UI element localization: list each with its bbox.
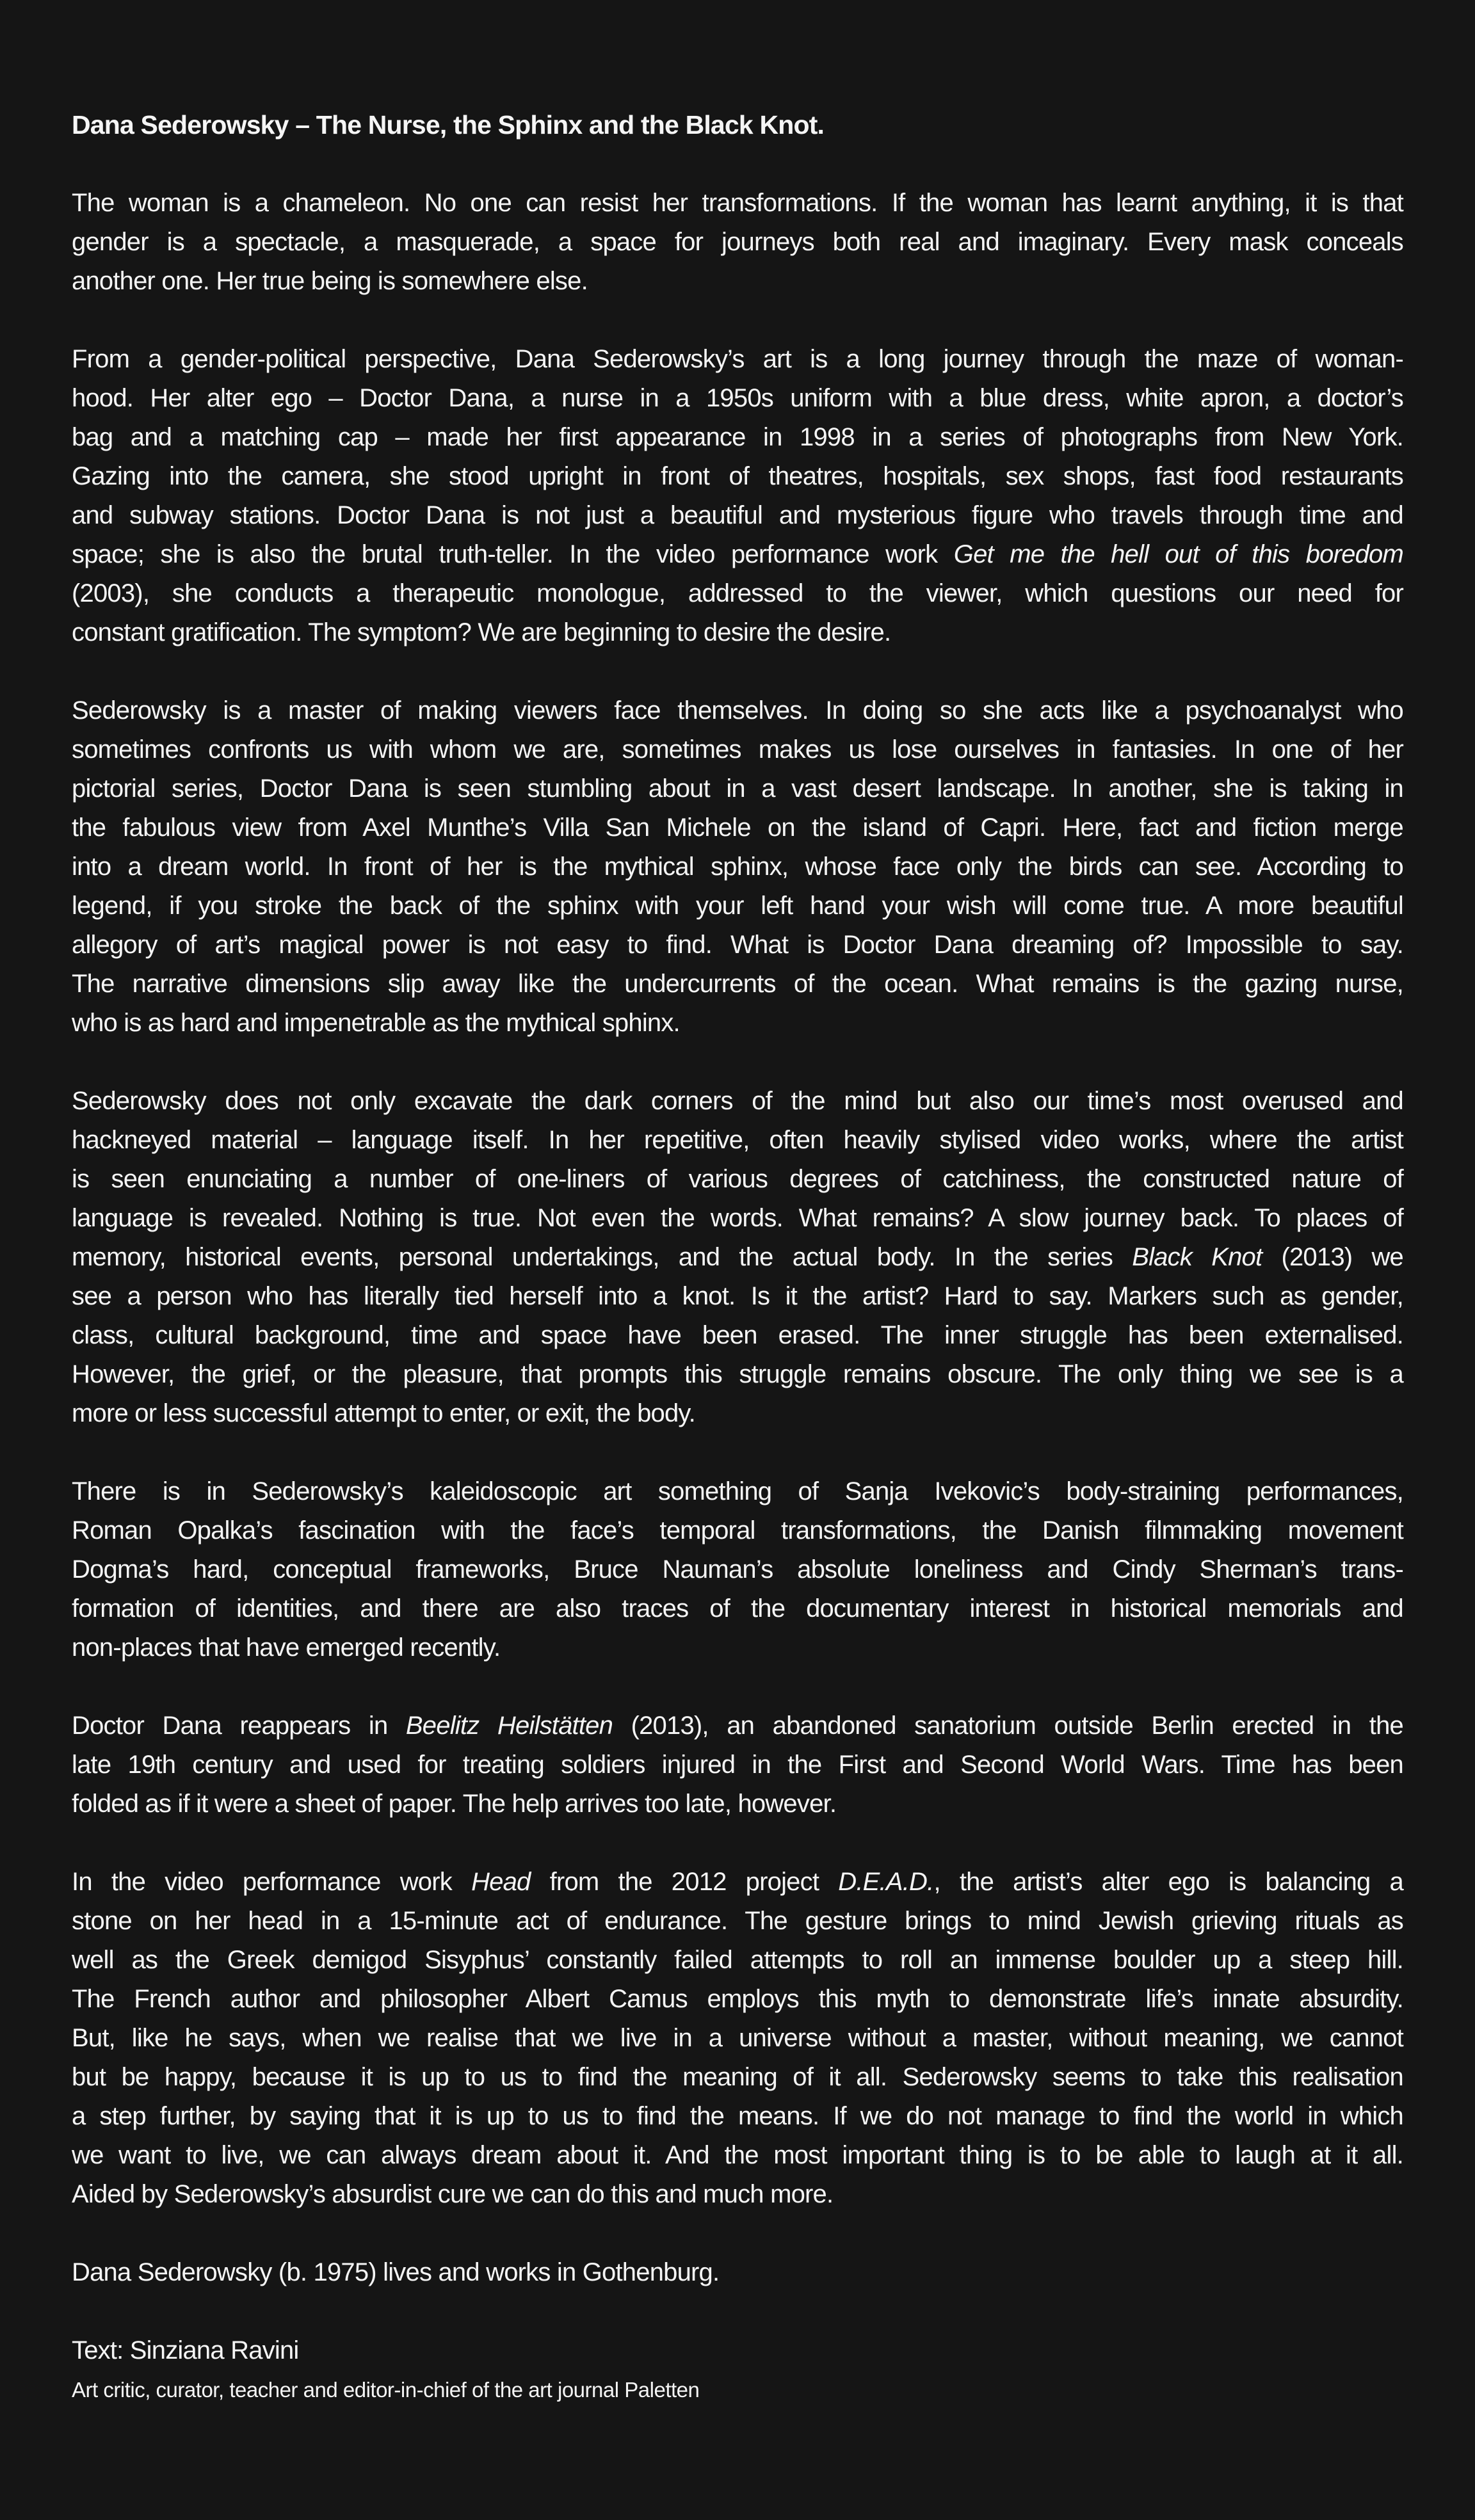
text-segment: legend, if you stroke the back of the sphinx with your left hand your wish will come true. A more beautiful — [72, 892, 1403, 920]
text-segment: Sederowsky does not only excavate the dark corners of the mind but also our time’s most overused and — [72, 1087, 1403, 1115]
text-segment: Dogma’s hard, conceptual frameworks, Bruce Nauman’s absolute loneliness and Cindy Sherman’s trans- — [72, 1555, 1403, 1584]
essay-line — [72, 574, 1403, 613]
text-segment: The French author and philosopher Albert Camus employs this myth to demonstrate life’s innate absurdity. — [72, 1985, 1403, 2013]
essay-line — [72, 1706, 1403, 1746]
essay-line — [72, 1160, 1403, 1199]
essay-line — [72, 184, 1403, 223]
text-segment: another one. Her true being is somewhere else. — [72, 267, 588, 295]
text-segment: Roman Opalka’s fascination with the face’s temporal transformations, the Danish filmmaking movement — [72, 1516, 1403, 1545]
byline: Text: Sinziana Ravini — [72, 2336, 299, 2364]
essay-line — [72, 457, 1403, 496]
text-segment: hackneyed material – language itself. In her repetitive, often heavily stylised video works, where the artist — [72, 1126, 1403, 1154]
text-segment: constant gratification. The symptom? We are beginning to desire the desire. — [72, 618, 891, 646]
essay-line — [72, 1746, 1403, 1785]
essay-line — [72, 1902, 1403, 1941]
essay-line — [72, 496, 1403, 535]
text-segment: into a dream world. In front of her is the mythical sphinx, whose face only the birds can see. According to — [72, 853, 1403, 881]
essay-line — [72, 613, 1403, 652]
essay-line — [72, 379, 1403, 418]
essay-line — [72, 1355, 1403, 1394]
text-segment: is seen enunciating a number of one-liners of various degrees of catchiness, the constructed nature of — [72, 1165, 1403, 1193]
text-segment: Dana Sederowsky (b. 1975) lives and works in Gothenburg. — [72, 2258, 720, 2286]
essay-line — [72, 1980, 1403, 2019]
essay-line — [72, 1511, 1403, 1550]
text-segment: (2013), an abandoned sanatorium outside Berlin erected in the — [613, 1712, 1403, 1740]
text-segment: stone on her head in a 15-minute act of endurance. The gesture brings to mind Jewish grieving rituals as — [72, 1907, 1403, 1935]
paragraph — [72, 1472, 1403, 1667]
text-segment: But, like he says, when we realise that we live in a universe without a master, without meaning, we cannot — [72, 2024, 1403, 2052]
essay-line — [72, 1277, 1403, 1316]
essay-line — [72, 340, 1403, 379]
text-segment: formation of identities, and there are also traces of the documentary interest in historical memorials and — [72, 1594, 1403, 1623]
italic-text: Get me the hell out of this boredom — [953, 540, 1403, 568]
paragraph — [72, 1863, 1403, 2214]
essay-line — [72, 1785, 1403, 1824]
text-segment: folded as if it were a sheet of paper. The help arrives too late, however. — [72, 1790, 837, 1818]
text-segment: In the video performance work — [72, 1868, 472, 1896]
essay-line — [72, 535, 1403, 574]
essay-line — [72, 2175, 1403, 2214]
text-segment: more or less successful attempt to enter, or exit, the body. — [72, 1399, 695, 1427]
text-segment: Doctor Dana reappears in — [72, 1712, 406, 1740]
essay-line — [72, 1121, 1403, 1160]
essay-line — [72, 1004, 1403, 1043]
essay-line — [72, 1941, 1403, 1980]
essay-line — [72, 1316, 1403, 1355]
essay-title: Dana Sederowsky – The Nurse, the Sphinx and the Black Knot. — [72, 110, 825, 140]
text-segment: we want to live, we can always dream about it. And the most important thing is to be able to laugh at it all. — [72, 2141, 1403, 2169]
essay-line — [72, 1589, 1403, 1628]
italic-text: Beelitz Heilstätten — [405, 1712, 613, 1740]
essay-line — [72, 418, 1403, 457]
essay-body — [72, 184, 1403, 2292]
text-segment: a step further, by saying that it is up to us to find the means. If we do not manage to find the world in which — [72, 2102, 1403, 2130]
text-segment: allegory of art’s magical power is not easy to find. What is Doctor Dana dreaming of? Impossible to say. — [72, 931, 1403, 959]
italic-text: Black Knot — [1132, 1243, 1262, 1271]
text-segment: There is in Sederowsky’s kaleidoscopic art something of Sanja Ivekovic’s body-straining performances, — [72, 1477, 1403, 1505]
text-segment: From a gender-political perspective, Dana Sederowsky’s art is a long journey through the maze of woman- — [72, 345, 1403, 373]
text-segment: and subway stations. Doctor Dana is not just a beautiful and mysterious figure who travels through time and — [72, 501, 1403, 529]
text-segment: The woman is a chameleon. No one can resist her transformations. If the woman has learnt anything, it is that — [72, 189, 1403, 217]
paragraph — [72, 691, 1403, 1043]
text-segment: non-places that have emerged recently. — [72, 1633, 501, 1662]
essay-line — [72, 1628, 1403, 1667]
essay-line — [72, 730, 1403, 769]
essay-line — [72, 1472, 1403, 1511]
text-segment: but be happy, because it is up to us to find the meaning of it all. Sederowsky seems to take this realisation — [72, 2063, 1403, 2091]
text-segment: class, cultural background, time and space have been erased. The inner struggle has been externalised. — [72, 1321, 1403, 1349]
text-segment: (2013) we — [1262, 1243, 1403, 1271]
text-segment: sometimes confronts us with whom we are, sometimes makes us lose ourselves in fantasies. In one of her — [72, 735, 1403, 764]
text-segment: (2003), she conducts a therapeutic monologue, addressed to the viewer, which questions our need for — [72, 579, 1403, 607]
text-segment: memory, historical events, personal undertakings, and the actual body. In the series — [72, 1243, 1132, 1271]
essay-line — [72, 262, 1403, 301]
essay-line — [72, 926, 1403, 965]
essay-line — [72, 1863, 1403, 1902]
text-segment: hood. Her alter ego – Doctor Dana, a nurse in a 1950s uniform with a blue dress, white apron, a doctor’s — [72, 384, 1403, 412]
italic-text: Head — [471, 1868, 531, 1896]
essay-line — [72, 847, 1403, 887]
essay-line — [72, 965, 1403, 1004]
essay-line — [72, 1082, 1403, 1121]
text-segment: Aided by Sederowsky’s absurdist cure we can do this and much more. — [72, 2180, 834, 2208]
text-segment: bag and a matching cap – made her first appearance in 1998 in a series of photographs from New York. — [72, 423, 1403, 451]
paragraph — [72, 2253, 1403, 2292]
text-segment: Gazing into the camera, she stood upright in front of theatres, hospitals, sex shops, fast food restaurants — [72, 462, 1403, 490]
text-segment: late 19th century and used for treating soldiers injured in the First and Second World Wars. Time has been — [72, 1751, 1403, 1779]
text-segment: the fabulous view from Axel Munthe’s Villa San Michele on the island of Capri. Here, fact and fiction merge — [72, 814, 1403, 842]
paragraph — [72, 1706, 1403, 1824]
text-segment: who is as hard and impenetrable as the mythical sphinx. — [72, 1009, 680, 1037]
essay-line — [72, 887, 1403, 926]
credit-line: Art critic, curator, teacher and editor-in-chief of the art journal Paletten — [72, 2378, 700, 2402]
essay-line — [72, 2019, 1403, 2058]
paragraph — [72, 1082, 1403, 1433]
text-segment: see a person who has literally tied herself into a knot. Is it the artist? Hard to say. Markers such as gender, — [72, 1282, 1403, 1310]
text-segment: gender is a spectacle, a masquerade, a space for journeys both real and imaginary. Every mask conceals — [72, 228, 1403, 256]
text-segment: from the 2012 project — [530, 1868, 839, 1896]
text-segment: However, the grief, or the pleasure, that prompts this struggle remains obscure. The only thing we see is a — [72, 1360, 1403, 1388]
text-segment: language is revealed. Nothing is true. Not even the words. What remains? A slow journey back. To places of — [72, 1204, 1403, 1232]
essay-line — [72, 2097, 1403, 2136]
text-segment: , the artist’s alter ego is balancing a — [933, 1868, 1403, 1896]
paragraph — [72, 184, 1403, 301]
paragraph — [72, 340, 1403, 652]
text-segment: The narrative dimensions slip away like the undercurrents of the ocean. What remains is the gazing nurse, — [72, 970, 1403, 998]
essay-line — [72, 1394, 1403, 1433]
essay-line — [72, 2253, 1403, 2292]
text-segment: space; she is also the brutal truth-teller. In the video performance work — [72, 540, 954, 568]
essay-line — [72, 223, 1403, 262]
text-segment: Sederowsky is a master of making viewers face themselves. In doing so she acts like a psychoanalyst who — [72, 696, 1403, 725]
essay-line — [72, 2136, 1403, 2175]
text-segment: pictorial series, Doctor Dana is seen stumbling about in a vast desert landscape. In another, she is taking in — [72, 774, 1403, 803]
essay-line — [72, 1199, 1403, 1238]
text-segment: well as the Greek demigod Sisyphus’ constantly failed attempts to roll an immense boulder up a steep hill. — [72, 1946, 1403, 1974]
essay-line — [72, 2058, 1403, 2097]
essay-line — [72, 1550, 1403, 1589]
essay-line — [72, 808, 1403, 847]
italic-text: D.E.A.D. — [838, 1868, 934, 1896]
essay-line — [72, 691, 1403, 730]
essay-line — [72, 769, 1403, 808]
essay-line — [72, 1238, 1403, 1277]
